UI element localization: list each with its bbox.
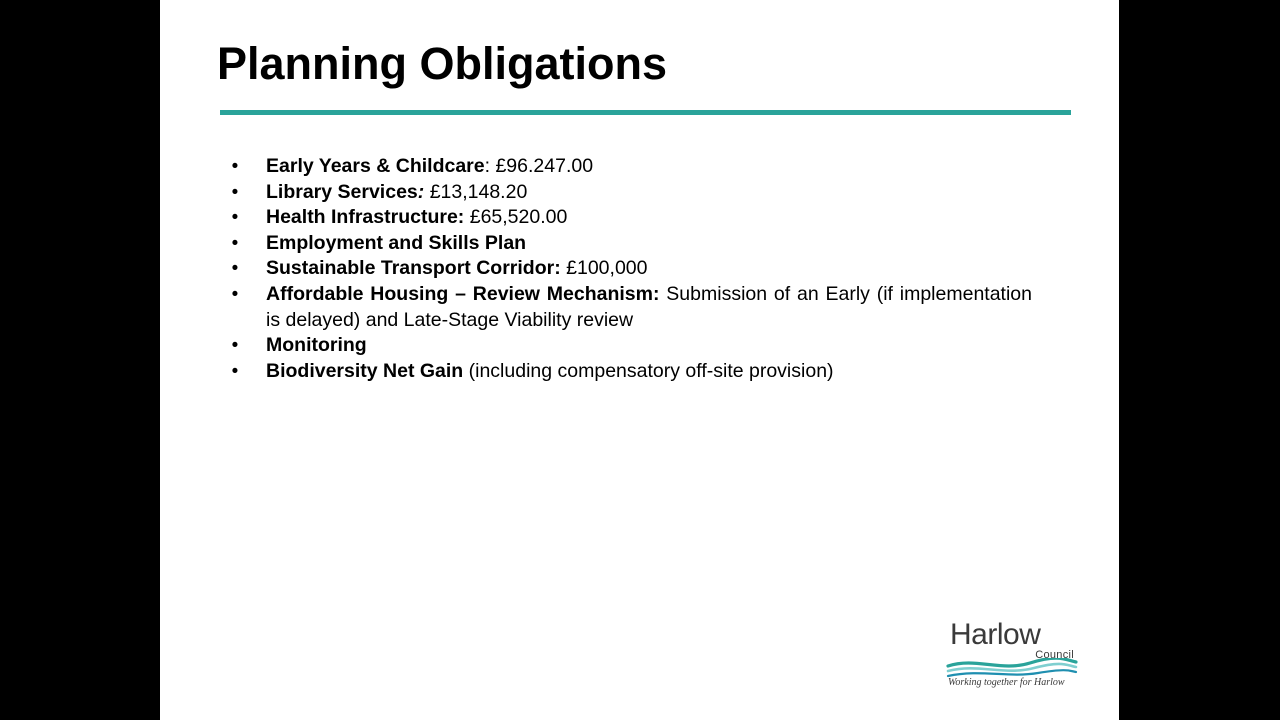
item-value: £65,520.00 <box>469 206 568 229</box>
bullet-icon: • <box>231 360 239 382</box>
bullet-icon: • <box>231 207 239 229</box>
list-item-health <box>230 205 1032 231</box>
logo-tagline: Working together for Harlow <box>948 677 1065 688</box>
item-heading: Biodiversity Net Gain <box>266 359 464 382</box>
item-value: Submission of an Early (if implementation is delayed) and Late-Stage Viability review <box>266 282 1032 331</box>
harlow-council-logo <box>946 618 1078 692</box>
item-heading: Early Years & Childcare <box>266 155 485 177</box>
slide-title: Planning Obligations <box>217 38 667 89</box>
item-value: £96.247.00 <box>495 155 594 177</box>
bullet-icon: • <box>231 258 239 280</box>
logo-name: Harlow <box>950 618 1041 651</box>
item-value: (including compensatory off-site provision) <box>468 359 834 382</box>
list-item-transport <box>230 256 1032 282</box>
slide <box>160 0 1119 720</box>
obligations-list <box>230 154 1032 384</box>
title-underline <box>220 110 1071 115</box>
list-item-affordable-housing <box>230 282 1032 333</box>
bullet-icon: • <box>231 283 239 305</box>
bullet-icon: • <box>231 156 239 177</box>
list-item-biodiversity <box>230 359 1032 385</box>
list-item-early-years <box>230 154 1032 180</box>
wave-icon <box>946 658 1078 678</box>
item-separator: : <box>417 180 430 203</box>
bullet-icon: • <box>231 181 239 203</box>
item-heading: Employment and Skills Plan <box>266 231 527 254</box>
list-item-monitoring <box>230 333 1032 359</box>
item-heading: Health Infrastructure: <box>266 206 465 229</box>
list-item-library <box>230 180 1032 206</box>
list-item-employment <box>230 231 1032 257</box>
item-heading: Monitoring <box>266 334 367 357</box>
item-value: £13,148.20 <box>429 180 528 203</box>
bullet-icon: • <box>231 335 239 357</box>
item-value: £100,000 <box>566 257 648 280</box>
bullet-icon: • <box>231 232 239 254</box>
logo-sub: Council <box>1035 649 1074 661</box>
item-heading: Sustainable Transport Corridor: <box>266 257 561 280</box>
item-heading: Library Services <box>266 180 418 203</box>
item-separator: : <box>484 155 496 177</box>
item-heading: Affordable Housing – Review Mechanism: <box>266 282 660 305</box>
